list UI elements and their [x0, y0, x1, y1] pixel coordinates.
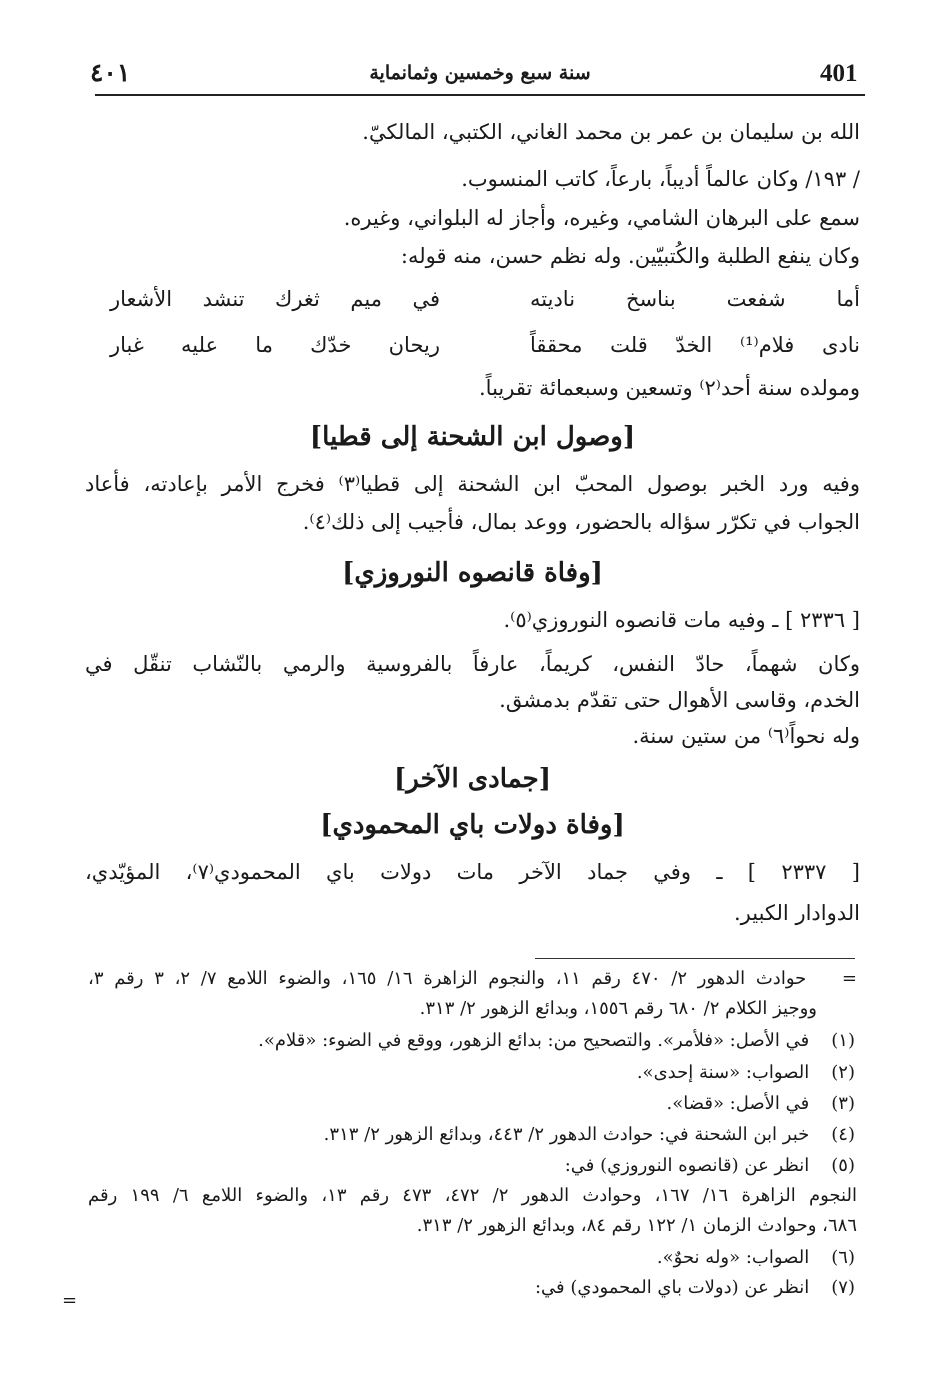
footnote-text: خبر ابن الشحنة في: حوادث الدهور ٢/ ٤٤٣، وبدائع الزهور ٢/ ٣١٣.: [323, 1124, 810, 1145]
footnote-number: (٤): [831, 1124, 855, 1145]
body-line: / ١٩٣/ وكان عالماً أديباً، بارعاً، كاتب المنسوب.: [461, 167, 860, 191]
footnote-line: النجوم الزاهرة ١٦/ ١٦٧، وحوادث الدهور ٢/ ٤٧٢، ٤٧٣ رقم ١٣، والضوء اللامع ٦/ ١٩٩ رقم: [88, 1185, 857, 1206]
footnote-line: ٦٨٦، وحوادث الزمان ١/ ١٢٢ رقم ٨٤، وبدائع الزهور ٢/ ٣١٣.: [416, 1215, 857, 1236]
body-line: ومولده سنة أحد⁽٢⁾ وتسعين وسبعمائة تقريباً.: [479, 376, 860, 400]
section-heading: [وفاة قانصوه النوروزي]: [342, 558, 603, 588]
verse-line: [110, 333, 860, 361]
body-line: وله نحواً⁽٦⁾ من ستين سنة.: [632, 724, 860, 748]
footnote-line: [637, 1064, 855, 1082]
body-line: وفيه ورد الخبر بوصول المحبّ ابن الشحنة إلى قطيا⁽٣⁾ فخرج الأمر بإعادته، فأعاد: [85, 472, 860, 496]
footnote-line: [667, 1095, 855, 1113]
verse-hemistich-first: أما شفعت بناسخ ناديته: [530, 287, 860, 311]
footnote-rule: [535, 958, 855, 959]
verse-hemistich-first: نادى فلام⁽¹⁾ الخدّ قلت محققاً: [530, 333, 861, 357]
footnote-number: (٦): [831, 1247, 855, 1268]
entry-line: [ ٢٣٣٧ ] ـ وفي جماد الآخر مات دولات باي المحمودي⁽٧⁾، المؤيّدي،: [85, 860, 860, 884]
footnote-line: [258, 1032, 855, 1050]
entry-line: [ ٢٣٣٦ ] ـ وفيه مات قانصوه النوروزي⁽٥⁾.: [503, 608, 860, 632]
footnote-text: الصواب: «وله نحوٌ».: [656, 1247, 810, 1268]
verse-hemistich-second: ريحان خدّك ما عليه غبار: [110, 333, 440, 357]
header-rule: [95, 94, 865, 96]
footnote-line: [565, 1157, 855, 1175]
body-line: الخدم، وقاسى الأهوال حتى تقدّم بدمشق.: [499, 688, 860, 712]
footnote-number: (٣): [831, 1093, 855, 1114]
footnote-line: [88, 970, 857, 988]
footnote-text: انظر عن (قانصوه النوروزي) في:: [564, 1155, 810, 1176]
running-title: سنة سبع وخمسين وثمانماية: [369, 62, 591, 84]
page-number-latin: 401: [820, 60, 858, 87]
footnote-text: في الأصل: «قضا».: [666, 1093, 810, 1114]
footnote-line: ووجيز الكلام ٢/ ٦٨٠ رقم ١٥٥٦، وبدائع الزهور ٢/ ٣١٣.: [419, 998, 817, 1019]
continuation-mark: =: [62, 1290, 78, 1311]
footnote-line: [324, 1126, 855, 1144]
page-number-arabic: ٤٠١: [90, 58, 131, 87]
verse-hemistich-second: في ميم ثغرك تنشد الأشعار: [110, 287, 440, 311]
section-heading: [جمادى الآخر]: [393, 764, 552, 794]
footnote-continuation-mark: =: [841, 968, 857, 989]
footnote-number: (٧): [831, 1277, 855, 1298]
body-line: الدوادار الكبير.: [734, 901, 860, 925]
footnote-text: حوادث الدهور ٢/ ٤٧٠ رقم ١١، والنجوم الزاهرة ١٦/ ١٦٥، والضوء اللامع ٧/ ٢، ٣ رقم ٣،: [88, 968, 807, 989]
footnote-text: في الأصل: «فلأمر». والتصحيح من: بدائع الزهور، ووقع في الضوء: «قلام».: [258, 1030, 810, 1051]
footnote-line: [535, 1279, 855, 1297]
footnote-text: انظر عن (دولات باي المحمودي) في:: [534, 1277, 810, 1298]
footnote-number: (١): [831, 1030, 855, 1051]
body-line: سمع على البرهان الشامي، وغيره، وأجاز له البلواني، وغيره.: [343, 206, 860, 230]
footnote-number: (٥): [831, 1155, 855, 1176]
footnote-text: الصواب: «سنة إحدى».: [636, 1062, 810, 1083]
body-line: الجواب في تكرّر سؤاله بالحضور، ووعد بمال، فأجيب إلى ذلك⁽٤⁾.: [302, 510, 860, 534]
footnote-number: (٢): [831, 1062, 855, 1083]
verse-line: [110, 287, 860, 315]
section-heading: [وصول ابن الشحنة إلى قطيا]: [309, 422, 636, 452]
body-line: وكان ينفع الطلبة والكُتبيّين. وله نظم حسن، منه قوله:: [400, 244, 860, 268]
body-line: الله بن سليمان بن عمر بن محمد الغاني، الكتبي، المالكيّ.: [362, 120, 860, 144]
section-heading: [وفاة دولات باي المحمودي]: [320, 810, 625, 840]
body-line: وكان شهماً، حادّ النفس، كريماً، عارفاً بالفروسية والرمي بالنّشاب تنقّل في: [85, 652, 860, 676]
footnote-line: [657, 1249, 855, 1267]
